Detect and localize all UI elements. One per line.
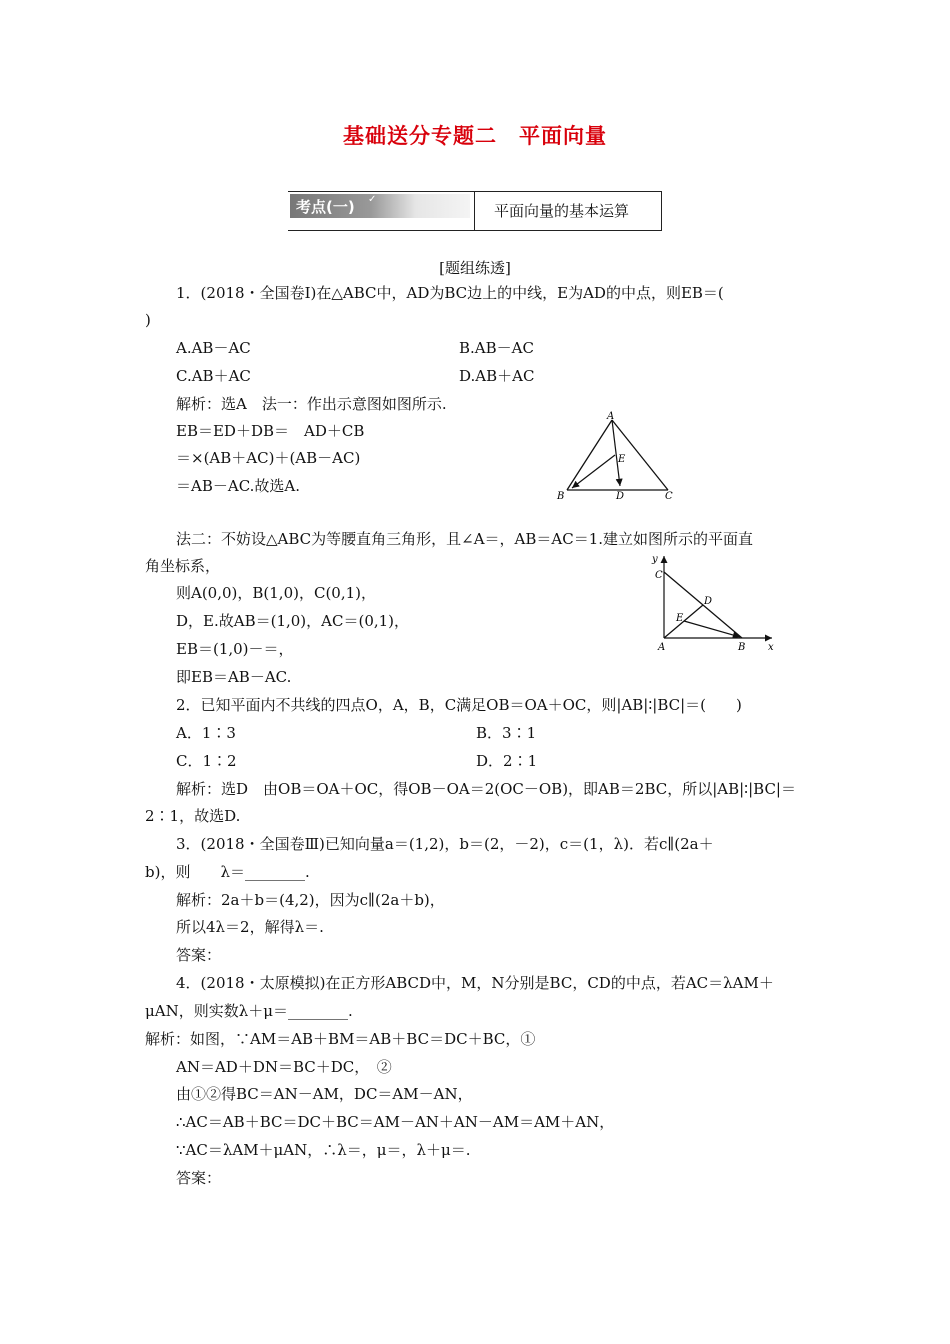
q2-option-a: A．1∶3 <box>176 724 236 742</box>
q2-option-b: B．3∶1 <box>476 724 537 742</box>
label-b: B <box>557 491 565 502</box>
q1-method2-line2: 角坐标系， <box>145 557 221 575</box>
q1-option-b: B.AB－AC <box>459 339 534 357</box>
q1-method2-line5: EB＝(1,0)－＝， <box>176 640 294 658</box>
label-a: A <box>607 411 615 422</box>
section-heading: [题组练透] <box>439 259 511 277</box>
q1-option-c: C.AB＋AC <box>176 367 251 385</box>
coordinate-figure <box>648 548 783 653</box>
q4-stem-line1: 4．(2018・太原模拟)在正方形ABCD中，M，N分别是BC，CD的中点，若AC＝λAM＋ <box>176 974 774 992</box>
banner-border <box>661 192 662 230</box>
badge-tick-icon: ✓ <box>368 194 377 205</box>
q2-solution-line1: 解析：选D 由OB＝OA＋OC，得OB－OA＝2(OC－OB)，即AB＝2BC，所以|AB|∶|BC|＝ <box>176 780 796 798</box>
label-y: y <box>652 554 658 565</box>
q4-solution-line1: 解析：如图，∵AM＝AB＋BM＝AB＋BC＝DC＋BC，① <box>145 1030 536 1048</box>
side-ab <box>567 420 612 490</box>
q1-method2-line6: 即EB＝AB－AC. <box>176 668 292 686</box>
q3-stem-line2: b)，则 λ＝________. <box>145 863 310 881</box>
q2-solution-line2: 2∶1，故选D. <box>145 807 241 825</box>
q1-solution-line2: EB＝ED＋DB＝ AD＋CB <box>176 422 365 440</box>
q4-solution-line5: ∵AC＝λAM＋μAN，∴λ＝，μ＝，λ＋μ＝. <box>176 1141 471 1159</box>
q3-solution-line1: 解析：2a＋b＝(4,2)，因为c∥(2a＋b)， <box>176 891 445 909</box>
q2-option-d: D．2∶1 <box>476 752 538 770</box>
topic-badge <box>290 194 470 218</box>
q4-answer: 答案： <box>176 1169 222 1187</box>
label-e: E <box>618 454 626 465</box>
page-title: 基础送分专题二 平面向量 <box>343 124 607 148</box>
label-e: E <box>676 613 684 624</box>
q1-solution-line4: ＝AB－AC.故选A. <box>176 477 300 495</box>
q2-stem: 2．已知平面内不共线的四点O，A，B，C满足OB＝OA＋OC，则|AB|∶|BC|＝( ) <box>176 696 742 714</box>
label-c: C <box>655 570 663 581</box>
q4-solution-line3: 由①②得BC＝AN－AM，DC＝AM－AN， <box>176 1085 473 1103</box>
q1-stem-line2: ) <box>145 311 151 329</box>
q1-solution-line1: 解析：选A 法一：作出示意图如图所示. <box>176 395 447 413</box>
q1-option-a: A.AB－AC <box>176 339 251 357</box>
q3-answer: 答案： <box>176 946 222 964</box>
label-d: D <box>616 491 625 502</box>
q3-stem-line1: 3．(2018・全国卷Ⅲ)已知向量a＝(1,2)，b＝(2，－2)，c＝(1，λ)．若c∥(2a＋ <box>176 835 714 853</box>
q4-solution-line2: AN＝AD＋DN＝BC＋DC， ② <box>176 1058 392 1076</box>
banner-divider <box>474 192 475 230</box>
q3-solution-line2: 所以4λ＝2，解得λ＝. <box>176 918 324 936</box>
q1-method2-line3: 则A(0,0)，B(1,0)，C(0,1)， <box>176 584 377 602</box>
segment-ad <box>664 605 703 638</box>
q1-stem-line1: 1．(2018・全国卷Ⅰ)在△ABC中，AD为BC边上的中线，E为AD的中点，则EB＝( <box>176 284 724 302</box>
q1-option-d: D.AB＋AC <box>459 367 535 385</box>
q4-solution-line4: ∴AC＝AB＋BC＝DC＋BC＝AM－AN＋AN－AM＝AM＋AN， <box>176 1113 615 1131</box>
q1-solution-line3: ＝×(AB＋AC)＋(AB－AC) <box>176 449 361 467</box>
q1-method2-line1: 法二：不妨设△ABC为等腰直角三角形，且∠A＝，AB＝AC＝1.建立如图所示的平面直 <box>176 530 754 548</box>
q4-stem-line2: μAN，则实数λ＋μ＝________. <box>145 1002 353 1020</box>
label-x: x <box>768 642 774 653</box>
q2-option-c: C．1∶2 <box>176 752 237 770</box>
label-b: B <box>738 642 746 653</box>
median-ad <box>612 420 620 486</box>
label-c: C <box>665 491 673 502</box>
topic-banner <box>288 191 662 231</box>
topic-badge-text: 考点(一) <box>296 198 355 216</box>
triangle-figure <box>555 410 685 505</box>
topic-label: 平面向量的基本运算 <box>494 202 630 220</box>
q1-method2-line4: D，E.故AB＝(1,0)，AC＝(0,1)， <box>176 612 410 630</box>
label-d: D <box>704 596 713 607</box>
label-a: A <box>658 642 666 653</box>
